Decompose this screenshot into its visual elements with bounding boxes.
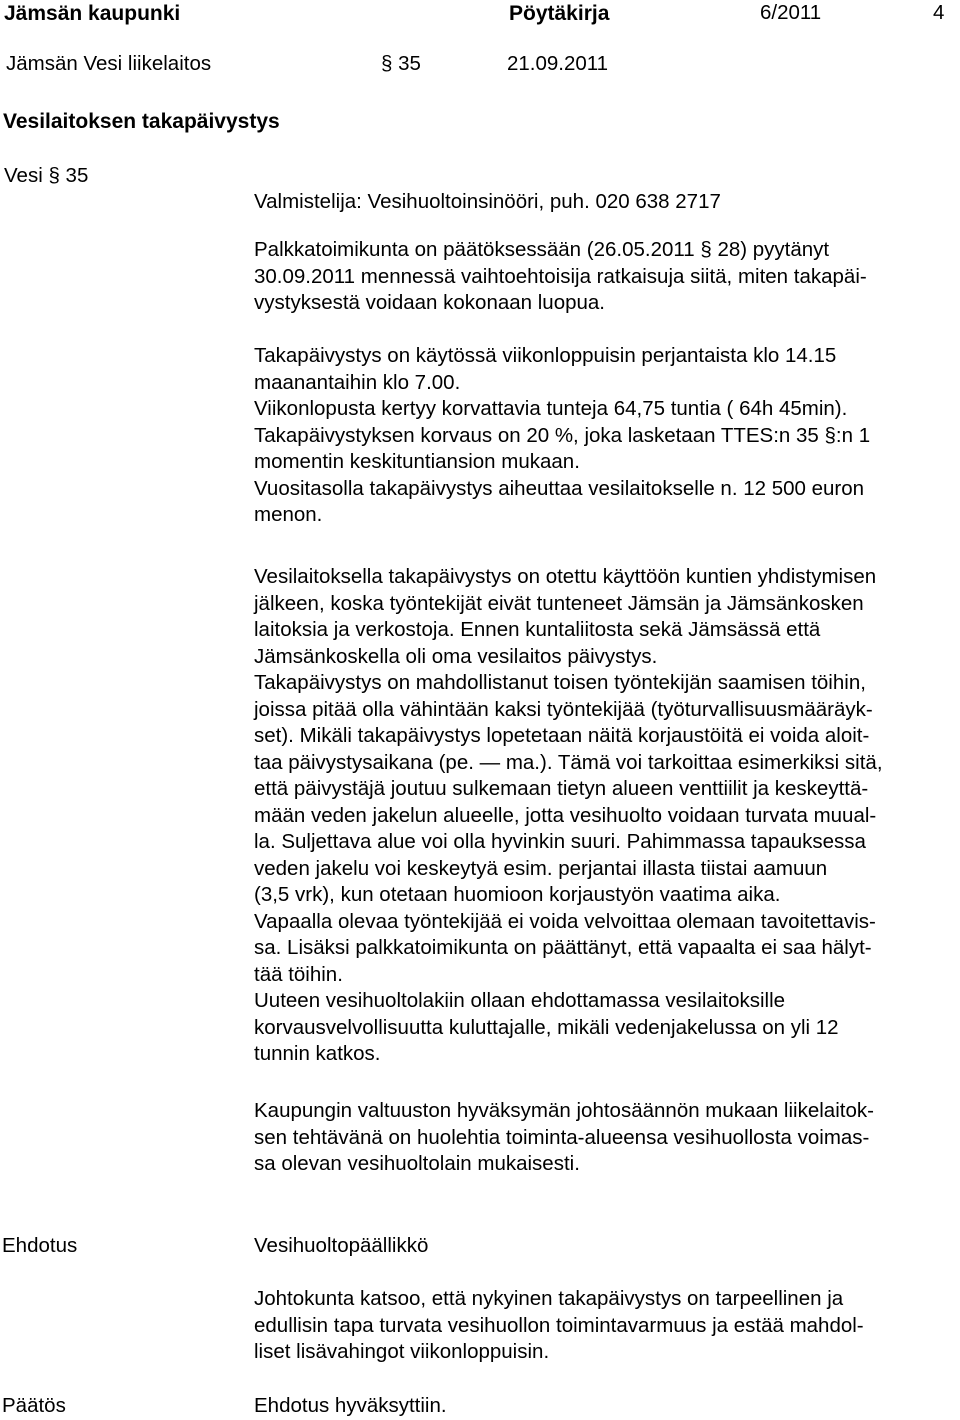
- document-number: 6/2011: [760, 1, 822, 24]
- proposal-text: [254, 1286, 960, 1366]
- text-line: joissa pitää olla vähintään kaksi työntekijää (työturvallisuusmääräyk-: [254, 697, 873, 721]
- text-line: tunnin katkos.: [254, 1042, 381, 1065]
- preparer-line: Valmistelija: Vesihuoltoinsinööri, puh. 020 638 2717: [254, 190, 721, 213]
- proposal-label: Ehdotus: [2, 1234, 78, 1257]
- case-reference: Vesi § 35: [4, 164, 89, 187]
- page-title: Vesilaitoksen takapäivystys: [3, 110, 280, 133]
- text-line: Kaupungin valtuuston hyväksymän johtosäännön mukaan liikelaitok-: [254, 1099, 874, 1122]
- text-line: menon.: [254, 503, 323, 526]
- text-line: että päivystäjä joutuu sulkemaan tietyn alueen venttiilit ja keskeyttä-: [254, 777, 869, 800]
- paragraph: [254, 343, 960, 529]
- paragraph: [254, 1098, 960, 1178]
- text-line: set). Mikäli takapäivystys lopetetaan näitä korjaustöitä ei voida aloit-: [254, 724, 870, 747]
- text-line: korvausvelvollisuutta kuluttajalle, mikäli vedenjakelussa on yli 12: [254, 1015, 839, 1039]
- text-line: Palkkatoimikunta on päätöksessään (26.05.2011 § 28) pyytänyt: [254, 238, 830, 261]
- text-line: edullisin tapa turvata vesihuollon toimintavarmuus ja estää mahdol-: [254, 1313, 864, 1337]
- section-number: § 35: [381, 52, 421, 75]
- text-line: liset lisävahingot viikonloppuisin.: [254, 1340, 550, 1363]
- text-line: momentin keskituntiansion mukaan.: [254, 450, 580, 473]
- paragraph: [254, 237, 960, 317]
- text-line: Takapäivystyksen korvaus on 20 %, joka lasketaan TTES:n 35 §:n 1: [254, 423, 871, 447]
- text-line: vystyksestä voidaan kokonaan luopua.: [254, 291, 606, 314]
- text-line: Uuteen vesihuoltolakiin ollaan ehdottamassa vesilaitoksille: [254, 989, 786, 1012]
- text-line: laitoksia ja verkostoja. Ennen kuntaliitosta sekä Jämsässä että: [254, 618, 821, 641]
- text-line: taa päivystysaikana (pe. — ma.). Tämä voi tarkoittaa esimerkiksi sitä,: [254, 750, 883, 774]
- text-line: sa. Lisäksi palkkatoimikunta on päättänyt, että vapaalta ei saa hälyt-: [254, 936, 872, 959]
- text-line: (3,5 vrk), kun otetaan huomioon korjaustyön vaatima aika.: [254, 883, 781, 906]
- text-line: Vapaalla olevaa työntekijää ei voida velvoittaa olemaan tavoitettavis-: [254, 909, 876, 933]
- document-type: Pöytäkirja: [509, 2, 610, 25]
- paragraph: [254, 564, 960, 1068]
- text-line: Vesilaitoksella takapäivystys on otettu käyttöön kuntien yhdistymisen: [254, 565, 877, 588]
- text-line: Vuositasolla takapäivystys aiheuttaa vesilaitokselle n. 12 500 euron: [254, 476, 865, 500]
- text-line: 30.09.2011 mennessä vaihtoehtoisija ratkaisuja siitä, miten takapäi-: [254, 264, 867, 288]
- text-line: maanantaihin klo 7.00.: [254, 370, 461, 394]
- text-line: Takapäivystys on käytössä viikonloppuisin perjantaista klo 14.15: [254, 344, 837, 367]
- text-line: Takapäivystys on mahdollistanut toisen työntekijän saamisen töihin,: [254, 671, 866, 694]
- text-line: Viikonlopusta kertyy korvattavia tunteja 64,75 tuntia ( 64h 45min).: [254, 397, 848, 420]
- text-line: la. Suljettava alue voi olla hyvinkin suuri. Pahimmassa tapauksessa: [254, 830, 866, 853]
- page-number: 4: [933, 1, 945, 24]
- proposer-title: Vesihuoltopäällikkö: [254, 1234, 429, 1257]
- text-line: tää töihin.: [254, 962, 343, 986]
- department-name: Jämsän Vesi liikelaitos: [6, 52, 212, 75]
- text-line: Jämsänkoskella oli oma vesilaitos päivystys.: [254, 644, 658, 668]
- text-line: sen tehtävänä on huolehtia toiminta-alueensa vesihuollosta voimas-: [254, 1125, 870, 1149]
- text-line: sa olevan vesihuoltolain mukaisesti.: [254, 1152, 580, 1175]
- meeting-date: 21.09.2011: [507, 52, 609, 75]
- text-line: Johtokunta katsoo, että nykyinen takapäivystys on tarpeellinen ja: [254, 1287, 844, 1310]
- text-line: veden jakelu voi keskeytyä esim. perjantai illasta tiistai aamuun: [254, 856, 828, 880]
- decision-label: Päätös: [2, 1394, 66, 1417]
- decision-text: Ehdotus hyväksyttiin.: [254, 1394, 447, 1417]
- city-name: Jämsän kaupunki: [4, 2, 181, 25]
- text-line: jälkeen, koska työntekijät eivät tunteneet Jämsän ja Jämsänkosken: [254, 591, 864, 615]
- text-line: mään veden jakelun alueelle, jotta vesihuolto voidaan turvata muual-: [254, 803, 877, 827]
